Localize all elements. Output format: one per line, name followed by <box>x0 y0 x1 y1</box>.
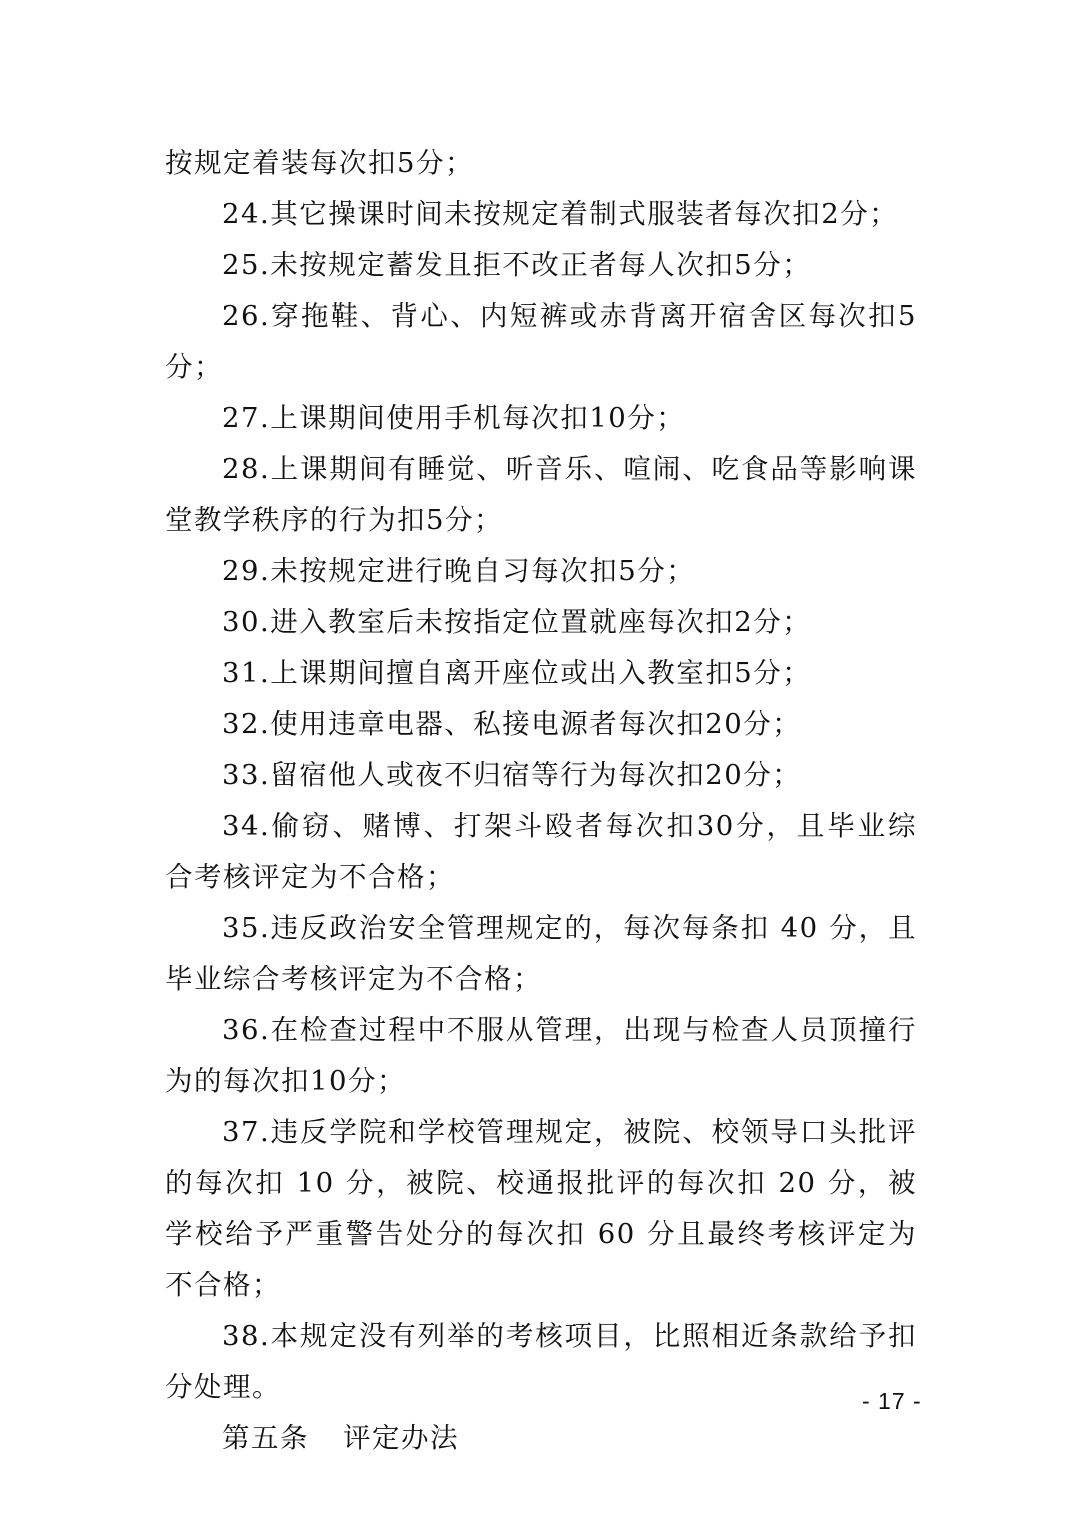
section-heading-label: 第五条 <box>222 1422 309 1454</box>
rule-34: 34.偷窃、赌博、打架斗殴者每次扣30分，且毕业综合考核评定为不合格； <box>165 810 917 893</box>
rule-31: 31.上课期间擅自离开座位或出入教室扣5分； <box>222 657 812 689</box>
section-heading <box>165 1413 917 1464</box>
rule-37: 37.违反学院和学校管理规定，被院、校领导口头批评的每次扣 10 分，被院、校通报批评的每次扣 20 分，被学校给予严重警告处分的每次扣 60 分且最终考核评定为不合格； <box>165 1116 917 1301</box>
rule-27: 27.上课期间使用手机每次扣10分； <box>222 402 686 434</box>
page-number: - 17 - <box>862 1388 922 1414</box>
section-heading-title: 评定办法 <box>343 1422 459 1454</box>
document-body <box>165 138 917 1464</box>
paragraph-23-continued: 按规定着装每次扣5分； <box>165 147 474 179</box>
rule-33: 33.留宿他人或夜不归宿等行为每次扣20分； <box>222 759 802 791</box>
rule-36: 36.在检查过程中不服从管理，出现与检查人员顶撞行为的每次扣10分； <box>165 1014 917 1097</box>
rule-24: 24.其它操课时间未按规定着制式服装者每次扣2分； <box>222 198 899 230</box>
rule-25: 25.未按规定蓄发且拒不改正者每人次扣5分； <box>222 249 812 281</box>
rule-32: 32.使用违章电器、私接电源者每次扣20分； <box>222 708 802 740</box>
rule-35: 35.违反政治安全管理规定的，每次每条扣 40 分，且毕业综合考核评定为不合格； <box>165 912 917 995</box>
rule-30: 30.进入教室后未按指定位置就座每次扣2分； <box>222 606 812 638</box>
rule-28: 28.上课期间有睡觉、听音乐、喧闹、吃食品等影响课堂教学秩序的行为扣5分； <box>165 453 917 536</box>
rule-38: 38.本规定没有列举的考核项目，比照相近条款给予扣分处理。 <box>165 1320 917 1403</box>
rule-26: 26.穿拖鞋、背心、内短裤或赤背离开宿舍区每次扣5分； <box>165 300 917 383</box>
rule-29: 29.未按规定进行晚自习每次扣5分； <box>222 555 696 587</box>
